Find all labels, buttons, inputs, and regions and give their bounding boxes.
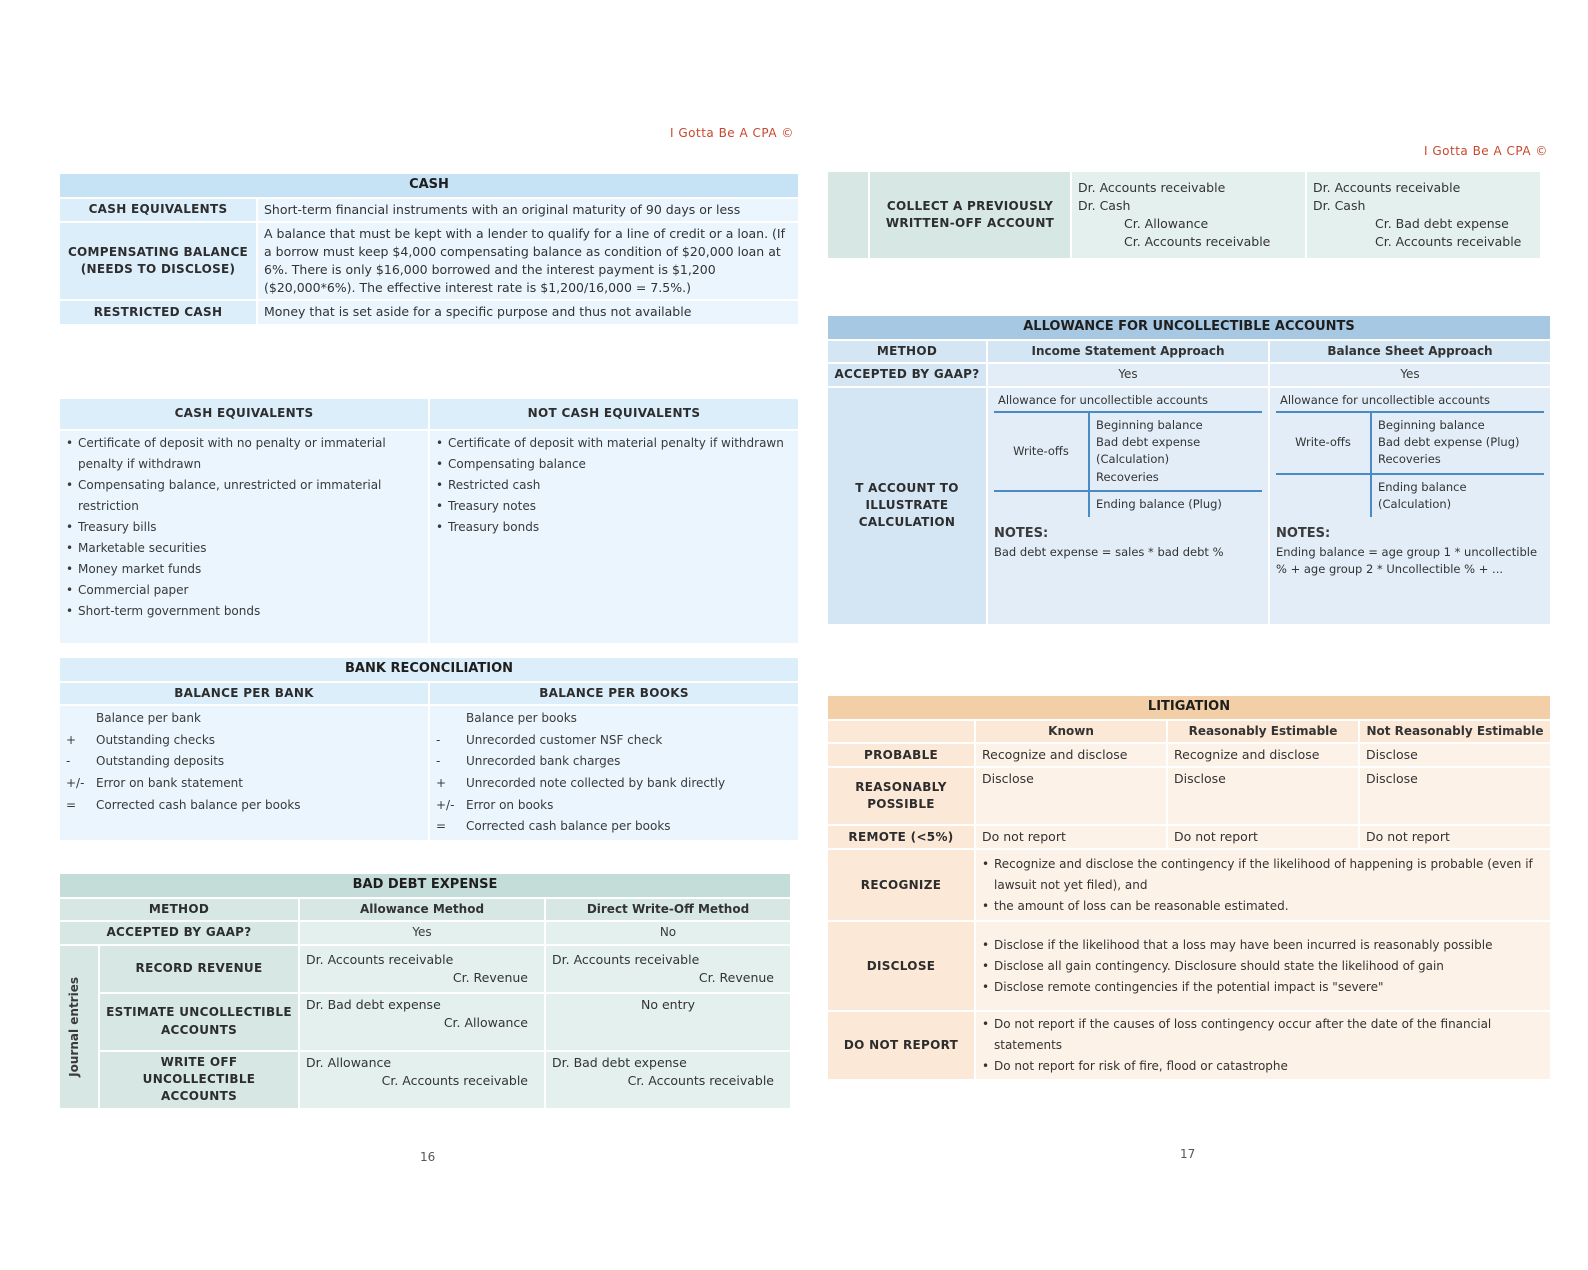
rec-line: + Outstanding checks: [66, 732, 216, 747]
brand-left: I Gotta Be A CPA ©: [670, 126, 794, 140]
list-item: • Restricted cash: [436, 475, 792, 496]
rec-line: - Outstanding deposits: [66, 754, 225, 769]
litigation-header-known: Known: [976, 721, 1166, 742]
bad-debt-section: [58, 872, 792, 1110]
litigation-header-not-estimable: Not Reasonably Estimable: [1360, 721, 1550, 742]
compensating-balance-label: COMPENSATING BALANCE (NEEDS TO DISCLOSE): [60, 223, 256, 300]
list-item: • Marketable securities: [66, 538, 422, 559]
allowance-col2: Balance Sheet Approach: [1270, 341, 1550, 362]
list-item: • Disclose if the likelihood that a loss may have been incurred is reasonably possible: [982, 935, 1544, 956]
list-item: • Treasury bonds: [436, 517, 792, 538]
bank-rec-col2: [430, 706, 798, 840]
page-number-right: 17: [1180, 1147, 1196, 1161]
list-item: • Disclose remote contingencies if the potential impact is "severe": [982, 977, 1544, 998]
list-item: • Compensating balance: [436, 454, 792, 475]
bank-rec-col1-title: BALANCE PER BANK: [60, 683, 428, 704]
t-account-income: Allowance for uncollectible accounts Write-offs Beginning balance Bad debt expense (Calculation) Recoveries Ending balance (Plug) NOTES: Bad debt expense = sales * bad debt %: [988, 388, 1268, 624]
list-item: • Certificate of deposit with no penalty or immaterial penalty if withdrawn: [66, 433, 422, 475]
cash-equivalents-label: CASH EQUIVALENTS: [60, 199, 256, 221]
bad-debt-col2: Direct Write-Off Method: [546, 899, 790, 920]
estimate-uncollectible-allowance: Dr. Bad debt expense Cr. Allowance: [300, 994, 544, 1050]
litigation-section: [826, 694, 1552, 1081]
rec-line: = Corrected cash balance per books: [66, 797, 301, 812]
remote-known: Do not report: [976, 826, 1166, 848]
bank-rec-section: [58, 656, 800, 842]
cash-equivalents-text: Short-term financial instruments with an original maturity of 90 days or less: [258, 199, 798, 221]
allowance-col1: Income Statement Approach: [988, 341, 1268, 362]
list-item: • Treasury notes: [436, 496, 792, 517]
rec-line: +/- Error on bank statement: [66, 776, 243, 791]
allowance-method-label: METHOD: [828, 341, 986, 362]
record-revenue-direct: Dr. Accounts receivable Cr. Revenue: [546, 946, 790, 992]
restricted-cash-text: Money that is set aside for a specific purpose and thus not available: [258, 301, 798, 323]
list-item: • Money market funds: [66, 559, 422, 580]
record-revenue-allowance: Dr. Accounts receivable Cr. Revenue: [300, 946, 544, 992]
bad-debt-gaap-col2: No: [546, 922, 790, 943]
restricted-cash-label: RESTRICTED CASH: [60, 301, 256, 323]
equivalents-section: [58, 397, 800, 645]
list-item: • Commercial paper: [66, 580, 422, 601]
collect-col1: Dr. Accounts receivable Dr. Cash Cr. Allowance Cr. Accounts receivable: [1072, 172, 1305, 258]
recognize-label: RECOGNIZE: [828, 850, 974, 920]
bad-debt-col1: Allowance Method: [300, 899, 544, 920]
rec-line: +/- Error on books: [436, 797, 554, 812]
possible-not-estimable: Disclose: [1360, 768, 1550, 824]
equivalents-col1: [60, 431, 428, 643]
list-item: • Treasury bills: [66, 517, 422, 538]
rec-line: - Unrecorded bank charges: [436, 754, 621, 769]
equivalents-col1-title: CASH EQUIVALENTS: [60, 399, 428, 429]
bad-debt-gaap-col1: Yes: [300, 922, 544, 943]
bad-debt-title: BAD DEBT EXPENSE: [60, 874, 790, 897]
cash-title: CASH: [60, 174, 798, 197]
allowance-gaap-col2: Yes: [1270, 364, 1550, 385]
probable-not-estimable: Disclose: [1360, 744, 1550, 766]
list-item: • Disclose all gain contingency. Disclosure should state the likelihood of gain: [982, 956, 1544, 977]
list-item: • the amount of loss can be reasonable estimated.: [982, 896, 1544, 917]
recognize-list: [976, 850, 1550, 920]
remote-not-estimable: Do not report: [1360, 826, 1550, 848]
do-not-report-list: [976, 1012, 1550, 1079]
journal-entries-label: Journal entries: [60, 946, 98, 1108]
write-off-direct: Dr. Bad debt expense Cr. Accounts receivable: [546, 1052, 790, 1108]
equivalents-col2: [430, 431, 798, 643]
probable-estimable: Recognize and disclose: [1168, 744, 1358, 766]
t-account-balance: Allowance for uncollectible accounts Write-offs Beginning balance Bad debt expense (Plug) Recoveries Ending balance (Calculation) NOTES: Ending balance = age group 1 * uncollectible % + age group 2 * Uncollectible % + ...: [1270, 388, 1550, 624]
disclose-label: DISCLOSE: [828, 922, 974, 1010]
rec-line: - Unrecorded customer NSF check: [436, 732, 663, 747]
allowance-gaap-label: ACCEPTED BY GAAP?: [828, 364, 986, 385]
allowance-section: [826, 314, 1552, 626]
rec-line: = Corrected cash balance per books: [436, 819, 671, 834]
rec-line: Balance per books: [466, 711, 577, 726]
do-not-report-label: DO NOT REPORT: [828, 1012, 974, 1079]
bank-rec-col2-title: BALANCE PER BOOKS: [430, 683, 798, 704]
litigation-header-estimable: Reasonably Estimable: [1168, 721, 1358, 742]
collect-spacer: [828, 172, 868, 258]
probable-known: Recognize and disclose: [976, 744, 1166, 766]
remote-label: REMOTE (<5%): [828, 826, 974, 848]
list-item: • Certificate of deposit with material penalty if withdrawn: [436, 433, 792, 454]
list-item: • Do not report for risk of fire, flood or catastrophe: [982, 1056, 1544, 1077]
litigation-title: LITIGATION: [828, 696, 1550, 719]
estimate-uncollectible-direct: No entry: [546, 994, 790, 1050]
bank-rec-col1: [60, 706, 428, 840]
rec-line: + Unrecorded note collected by bank directly: [436, 776, 726, 791]
brand-right: I Gotta Be A CPA ©: [1424, 144, 1548, 158]
list-item: • Do not report if the causes of loss contingency occur after the date of the financial statements: [982, 1014, 1544, 1056]
reasonably-possible-label: REASONABLY POSSIBLE: [828, 768, 974, 824]
collect-label: COLLECT A PREVIOUSLY WRITTEN-OFF ACCOUNT: [870, 172, 1070, 258]
list-item: • Short-term government bonds: [66, 601, 422, 622]
list-item: • Recognize and disclose the contingency if the likelihood of happening is probable (even if lawsuit not yet filed), and: [982, 854, 1544, 896]
probable-label: PROBABLE: [828, 744, 974, 766]
possible-estimable: Disclose: [1168, 768, 1358, 824]
estimate-uncollectible-label: ESTIMATE UNCOLLECTIBLE ACCOUNTS: [100, 994, 298, 1050]
write-off-allowance: Dr. Allowance Cr. Accounts receivable: [300, 1052, 544, 1108]
bad-debt-gaap-label: ACCEPTED BY GAAP?: [60, 922, 298, 943]
record-revenue-label: RECORD REVENUE: [100, 946, 298, 992]
collect-col2: Dr. Accounts receivable Dr. Cash Cr. Bad debt expense Cr. Accounts receivable: [1307, 172, 1540, 258]
write-off-label: WRITE OFF UNCOLLECTIBLE ACCOUNTS: [100, 1052, 298, 1108]
page-number-left: 16: [420, 1150, 436, 1164]
bank-rec-title: BANK RECONCILIATION: [60, 658, 798, 681]
list-item: • Compensating balance, unrestricted or immaterial restriction: [66, 475, 422, 517]
allowance-gaap-col1: Yes: [988, 364, 1268, 385]
cash-section: [58, 172, 800, 326]
equivalents-col2-title: NOT CASH EQUIVALENTS: [430, 399, 798, 429]
collect-section: [826, 170, 1542, 260]
compensating-balance-text: A balance that must be kept with a lender to qualify for a line of credit or a loan. (If a borrow must keep $4,000 compensating balance as condition of $20,000 loan at 6%. There is only $16,000 borrowed and the interest payment is $1,200 ($20,000*6%). The effective interest rate is $1,200/16,000 = 7.5%.): [258, 223, 798, 300]
disclose-list: [976, 922, 1550, 1010]
remote-estimable: Do not report: [1168, 826, 1358, 848]
bad-debt-method-label: METHOD: [60, 899, 298, 920]
t-account-label: T ACCOUNT TO ILLUSTRATE CALCULATION: [828, 388, 986, 624]
allowance-title: ALLOWANCE FOR UNCOLLECTIBLE ACCOUNTS: [828, 316, 1550, 339]
possible-known: Disclose: [976, 768, 1166, 824]
rec-line: Balance per bank: [96, 711, 201, 726]
litigation-corner: [828, 721, 974, 742]
